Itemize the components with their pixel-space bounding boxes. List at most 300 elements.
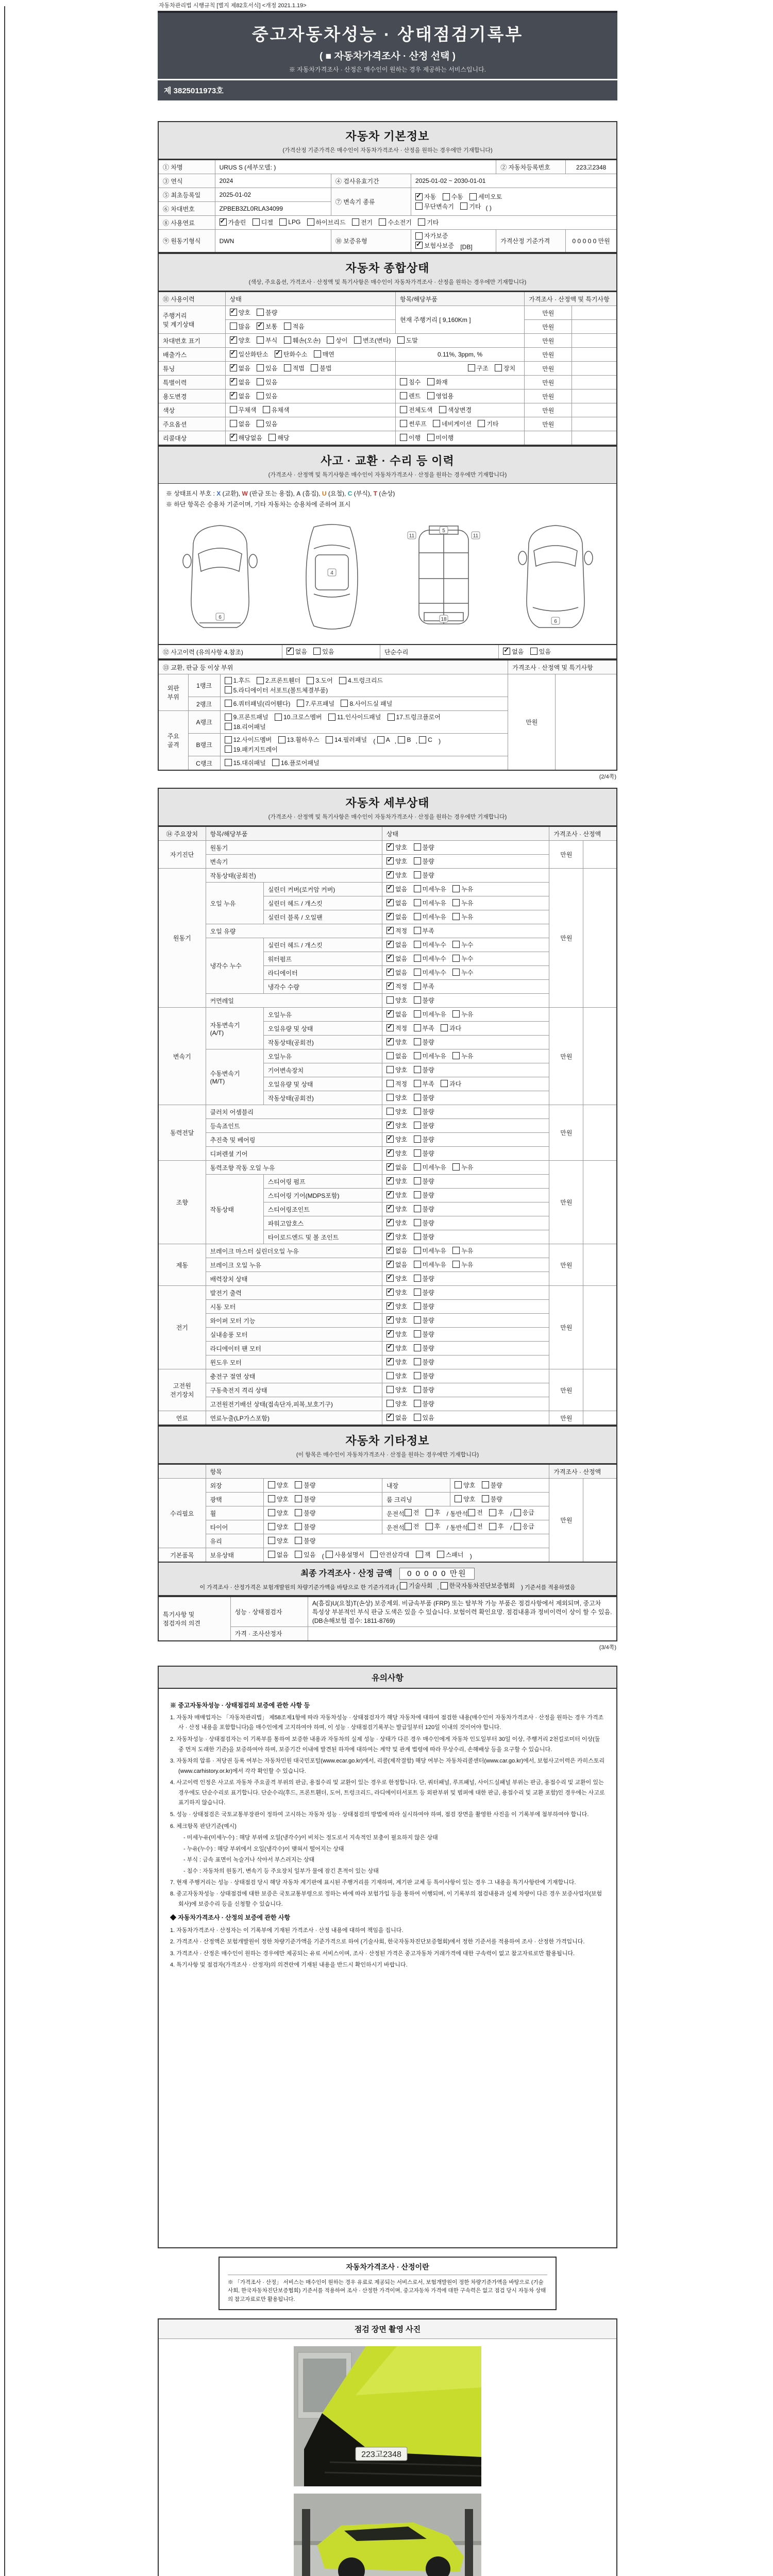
- checkbox-양호[interactable]: [386, 1205, 407, 1213]
- checkbox-box[interactable]: [418, 218, 425, 226]
- checkbox-불량[interactable]: [414, 1330, 434, 1338]
- checkbox-box[interactable]: [414, 1191, 421, 1198]
- checkbox-box[interactable]: [400, 406, 407, 413]
- checkbox-불량[interactable]: [414, 1038, 434, 1046]
- checkbox-box[interactable]: [397, 336, 405, 344]
- checkbox-box[interactable]: [414, 1010, 421, 1018]
- checkbox-불량[interactable]: [414, 1065, 434, 1074]
- checkbox-box[interactable]: [400, 420, 407, 427]
- checkbox-box[interactable]: [311, 364, 318, 371]
- checkbox-box[interactable]: [268, 1551, 275, 1558]
- checkbox-미세누유[interactable]: [414, 912, 446, 921]
- checkbox-세미오토[interactable]: [469, 192, 502, 201]
- checkbox-불량[interactable]: [414, 1205, 434, 1213]
- checkbox-양호[interactable]: [386, 1191, 407, 1199]
- checkbox-불량[interactable]: [414, 1232, 434, 1241]
- checkbox-box[interactable]: [295, 1523, 302, 1530]
- checkbox-탄화수소[interactable]: [275, 350, 307, 359]
- checkbox-양호[interactable]: [386, 1330, 407, 1338]
- checkbox-box[interactable]: [287, 648, 294, 655]
- checkbox-불량[interactable]: [414, 1344, 434, 1352]
- checkbox-box[interactable]: [514, 1523, 521, 1530]
- checkbox-box[interactable]: [414, 1122, 421, 1129]
- checkbox-box[interactable]: [414, 871, 421, 878]
- checkbox-침수[interactable]: [400, 378, 421, 386]
- checkbox-box[interactable]: [278, 736, 285, 743]
- checkbox-box[interactable]: [414, 1177, 421, 1184]
- checkbox-box[interactable]: [268, 434, 276, 441]
- checkbox-불량[interactable]: [414, 1358, 434, 1366]
- checkbox-box[interactable]: [452, 1247, 460, 1254]
- checkbox-응급[interactable]: [514, 1522, 534, 1531]
- checkbox-box[interactable]: [400, 392, 407, 399]
- checkbox-누유[interactable]: [452, 1246, 473, 1255]
- checkbox-양호[interactable]: [455, 1495, 475, 1503]
- checkbox-6.쿼터패널(리어휀다)[interactable]: [225, 699, 291, 708]
- checkbox-적음[interactable]: [284, 322, 305, 331]
- checkbox-미세누수[interactable]: [414, 968, 446, 977]
- checkbox-box[interactable]: [386, 913, 394, 920]
- checkbox-box[interactable]: [386, 1344, 394, 1351]
- checkbox-A[interactable]: [377, 736, 390, 743]
- checkbox-box[interactable]: [295, 1495, 302, 1502]
- checkbox-유채색[interactable]: [263, 405, 290, 414]
- checkbox-box[interactable]: [257, 378, 264, 385]
- checkbox-box[interactable]: [503, 648, 510, 655]
- checkbox-box[interactable]: [452, 955, 460, 962]
- checkbox-15.대쉬패널[interactable]: [225, 758, 266, 767]
- checkbox-후[interactable]: [426, 1508, 441, 1517]
- checkbox-없음[interactable]: [386, 1052, 407, 1060]
- checkbox-1.후드[interactable]: [225, 676, 250, 685]
- checkbox-적정[interactable]: [386, 1024, 407, 1032]
- checkbox-19.패키지트레이[interactable]: [225, 745, 278, 754]
- checkbox-box[interactable]: [452, 941, 460, 948]
- checkbox-응급[interactable]: [514, 1508, 534, 1517]
- checkbox-양호[interactable]: [268, 1495, 289, 1503]
- checkbox-미세누유[interactable]: [414, 1010, 446, 1019]
- checkbox-box[interactable]: [279, 218, 287, 226]
- checkbox-14.필러패널[interactable]: [326, 735, 367, 744]
- checkbox-box[interactable]: [386, 1163, 394, 1171]
- checkbox-box[interactable]: [441, 1080, 448, 1087]
- checkbox-box[interactable]: [414, 1066, 421, 1073]
- checkbox-불량[interactable]: [414, 1218, 434, 1227]
- checkbox-box[interactable]: [377, 736, 384, 743]
- checkbox-기타[interactable]: [460, 202, 481, 211]
- checkbox-box[interactable]: [414, 1052, 421, 1059]
- checkbox-box[interactable]: [307, 218, 314, 226]
- checkbox-미세누유[interactable]: [414, 885, 446, 893]
- checkbox-기타[interactable]: [478, 419, 498, 428]
- checkbox-없음[interactable]: [386, 1010, 407, 1019]
- checkbox-누유[interactable]: [452, 912, 473, 921]
- checkbox-미세누수[interactable]: [414, 954, 446, 963]
- checkbox-box[interactable]: [468, 1523, 475, 1530]
- checkbox-box[interactable]: [530, 648, 537, 655]
- checkbox-box[interactable]: [263, 406, 270, 413]
- checkbox-box[interactable]: [386, 1094, 394, 1101]
- checkbox-box[interactable]: [414, 1108, 421, 1115]
- checkbox-양호[interactable]: [268, 1536, 289, 1545]
- checkbox-없음[interactable]: [386, 899, 407, 907]
- checkbox-일산화탄소[interactable]: [230, 350, 268, 359]
- checkbox-box[interactable]: [386, 1372, 394, 1379]
- checkbox-box[interactable]: [441, 1582, 448, 1589]
- checkbox-전기[interactable]: [352, 218, 373, 227]
- checkbox-box[interactable]: [414, 1136, 421, 1143]
- checkbox-디젤[interactable]: [253, 218, 273, 227]
- checkbox-box[interactable]: [295, 1537, 302, 1544]
- checkbox-4.트렁크리드[interactable]: [339, 676, 383, 685]
- checkbox-box[interactable]: [433, 420, 440, 427]
- checkbox-양호[interactable]: [386, 996, 407, 1005]
- checkbox-box[interactable]: [386, 1066, 394, 1073]
- checkbox-box[interactable]: [230, 378, 237, 385]
- checkbox-5.라디에이터 서포트(볼트체결부품)[interactable]: [225, 686, 328, 694]
- checkbox-한국자동차진단보증협회[interactable]: [441, 1581, 515, 1590]
- checkbox-box[interactable]: [452, 913, 460, 920]
- checkbox-box[interactable]: [257, 309, 264, 316]
- checkbox-많음[interactable]: [230, 322, 250, 331]
- checkbox-색상변경[interactable]: [439, 405, 472, 414]
- checkbox-누유[interactable]: [452, 1010, 473, 1019]
- checkbox-box[interactable]: [414, 1094, 421, 1101]
- checkbox-box[interactable]: [400, 434, 407, 441]
- checkbox-box[interactable]: [400, 1582, 407, 1589]
- checkbox-box[interactable]: [327, 336, 334, 344]
- checkbox-없음[interactable]: [230, 378, 250, 386]
- checkbox-box[interactable]: [388, 714, 395, 721]
- checkbox-8.사이드실 패널[interactable]: [341, 699, 392, 708]
- checkbox-적정[interactable]: [386, 926, 407, 935]
- checkbox-썬루프[interactable]: [400, 419, 427, 428]
- checkbox-없음[interactable]: [230, 392, 250, 400]
- checkbox-box[interactable]: [443, 193, 450, 200]
- checkbox-자동[interactable]: [415, 192, 436, 201]
- checkbox-전[interactable]: [468, 1508, 483, 1517]
- checkbox-box[interactable]: [386, 1191, 394, 1198]
- checkbox-box[interactable]: [313, 648, 321, 655]
- checkbox-box[interactable]: [386, 955, 394, 962]
- checkbox-box[interactable]: [414, 1038, 421, 1045]
- checkbox-10.크로스멤버[interactable]: [275, 713, 322, 721]
- checkbox-box[interactable]: [257, 677, 264, 684]
- checkbox-불량[interactable]: [414, 1288, 434, 1297]
- checkbox-누유[interactable]: [452, 899, 473, 907]
- checkbox-양호[interactable]: [386, 1093, 407, 1102]
- checkbox-양호[interactable]: [386, 857, 407, 866]
- checkbox-불량[interactable]: [414, 1135, 434, 1144]
- checkbox-양호[interactable]: [386, 1038, 407, 1046]
- checkbox-양호[interactable]: [268, 1509, 289, 1517]
- checkbox-불량[interactable]: [414, 1274, 434, 1283]
- checkbox-해당[interactable]: [268, 433, 289, 442]
- checkbox-box[interactable]: [468, 364, 475, 371]
- checkbox-box[interactable]: [314, 350, 321, 358]
- checkbox-자가보증[interactable]: [415, 231, 448, 240]
- checkbox-box[interactable]: [426, 1523, 433, 1530]
- checkbox-후[interactable]: [489, 1508, 504, 1517]
- checkbox-box[interactable]: [469, 193, 477, 200]
- checkbox-box[interactable]: [495, 364, 502, 371]
- checkbox-box[interactable]: [414, 1400, 421, 1407]
- checkbox-box[interactable]: [386, 982, 394, 990]
- checkbox-box[interactable]: [386, 1414, 394, 1421]
- checkbox-미이행[interactable]: [427, 433, 454, 442]
- checkbox-box[interactable]: [257, 364, 264, 371]
- checkbox-box[interactable]: [257, 420, 264, 427]
- checkbox-box[interactable]: [386, 1080, 394, 1087]
- checkbox-box[interactable]: [225, 700, 232, 707]
- checkbox-box[interactable]: [230, 336, 237, 344]
- checkbox-box[interactable]: [398, 736, 405, 743]
- checkbox-box[interactable]: [268, 1495, 275, 1502]
- checkbox-box[interactable]: [386, 857, 394, 865]
- checkbox-box[interactable]: [441, 1024, 448, 1031]
- checkbox-box[interactable]: [386, 1275, 394, 1282]
- checkbox-안전삼각대[interactable]: [371, 1550, 409, 1559]
- checkbox-부족[interactable]: [414, 1024, 434, 1032]
- checkbox-적정[interactable]: [386, 1079, 407, 1088]
- checkbox-box[interactable]: [386, 1108, 394, 1115]
- checkbox-불량[interactable]: [295, 1536, 315, 1545]
- checkbox-box[interactable]: [275, 714, 282, 721]
- checkbox-box[interactable]: [386, 969, 394, 976]
- checkbox-불량[interactable]: [414, 1093, 434, 1102]
- checkbox-불량[interactable]: [414, 1107, 434, 1116]
- checkbox-box[interactable]: [452, 1010, 460, 1018]
- checkbox-box[interactable]: [405, 1523, 412, 1530]
- checkbox-box[interactable]: [297, 700, 304, 707]
- checkbox-누유[interactable]: [452, 1052, 473, 1060]
- checkbox-box[interactable]: [386, 1330, 394, 1337]
- checkbox-box[interactable]: [295, 1481, 302, 1488]
- checkbox-있음[interactable]: [313, 647, 334, 656]
- checkbox-box[interactable]: [452, 899, 460, 906]
- checkbox-불량[interactable]: [414, 1177, 434, 1185]
- checkbox-box[interactable]: [414, 1330, 421, 1337]
- checkbox-box[interactable]: [386, 1177, 394, 1184]
- checkbox-11.인사이드패널[interactable]: [328, 713, 381, 721]
- checkbox-네비게이션[interactable]: [433, 419, 472, 428]
- checkbox-box[interactable]: [468, 1509, 475, 1516]
- checkbox-box[interactable]: [452, 969, 460, 976]
- checkbox-부족[interactable]: [414, 982, 434, 991]
- checkbox-양호[interactable]: [386, 843, 407, 852]
- checkbox-양호[interactable]: [268, 1522, 289, 1531]
- checkbox-box[interactable]: [452, 885, 460, 892]
- checkbox-box[interactable]: [439, 406, 446, 413]
- checkbox-기타[interactable]: [418, 218, 439, 227]
- checkbox-box[interactable]: [414, 941, 421, 948]
- checkbox-box[interactable]: [452, 1261, 460, 1268]
- checkbox-box[interactable]: [386, 1205, 394, 1212]
- checkbox-box[interactable]: [414, 1024, 421, 1031]
- checkbox-미세누수[interactable]: [414, 940, 446, 949]
- checkbox-과다[interactable]: [441, 1079, 461, 1088]
- checkbox-있음[interactable]: [414, 1413, 434, 1422]
- checkbox-box[interactable]: [326, 1551, 333, 1558]
- checkbox-box[interactable]: [230, 364, 237, 371]
- checkbox-box[interactable]: [386, 843, 394, 851]
- checkbox-box[interactable]: [414, 1344, 421, 1351]
- checkbox-구조[interactable]: [468, 364, 489, 372]
- checkbox-변조(변타)[interactable]: [354, 336, 391, 345]
- checkbox-box[interactable]: [386, 871, 394, 878]
- checkbox-box[interactable]: [414, 969, 421, 976]
- checkbox-부족[interactable]: [414, 1079, 434, 1088]
- checkbox-상이[interactable]: [327, 336, 347, 345]
- checkbox-9.프론트패널[interactable]: [225, 713, 268, 721]
- checkbox-box[interactable]: [414, 1163, 421, 1171]
- checkbox-누유[interactable]: [452, 885, 473, 893]
- checkbox-불량[interactable]: [482, 1495, 502, 1503]
- checkbox-13.휠하우스[interactable]: [278, 735, 320, 744]
- checkbox-box[interactable]: [482, 1495, 489, 1502]
- checkbox-box[interactable]: [400, 378, 407, 385]
- checkbox-box[interactable]: [414, 1289, 421, 1296]
- checkbox-전[interactable]: [405, 1522, 419, 1531]
- checkbox-불량[interactable]: [414, 871, 434, 879]
- checkbox-양호[interactable]: [386, 1399, 407, 1408]
- checkbox-7.루프패널[interactable]: [297, 699, 334, 708]
- checkbox-box[interactable]: [414, 1247, 421, 1254]
- checkbox-16.플로어패널[interactable]: [272, 758, 320, 767]
- checkbox-이행[interactable]: [400, 433, 421, 442]
- checkbox-없음[interactable]: [230, 419, 250, 428]
- checkbox-box[interactable]: [414, 982, 421, 990]
- checkbox-box[interactable]: [478, 420, 485, 427]
- checkbox-box[interactable]: [414, 913, 421, 920]
- checkbox-수동[interactable]: [443, 192, 463, 201]
- checkbox-불량[interactable]: [414, 1316, 434, 1325]
- checkbox-양호[interactable]: [386, 1135, 407, 1144]
- checkbox-18.리어패널[interactable]: [225, 722, 266, 731]
- checkbox-box[interactable]: [225, 736, 232, 743]
- checkbox-box[interactable]: [339, 677, 346, 684]
- checkbox-box[interactable]: [225, 723, 232, 730]
- checkbox-box[interactable]: [268, 1509, 275, 1516]
- checkbox-매연[interactable]: [314, 350, 334, 359]
- checkbox-box[interactable]: [414, 1372, 421, 1379]
- checkbox-있음[interactable]: [257, 378, 277, 386]
- checkbox-box[interactable]: [455, 1495, 462, 1502]
- checkbox-box[interactable]: [482, 1481, 489, 1488]
- checkbox-box[interactable]: [386, 1010, 394, 1018]
- checkbox-불량[interactable]: [414, 857, 434, 866]
- checkbox-전체도색[interactable]: [400, 405, 432, 414]
- checkbox-box[interactable]: [284, 323, 291, 330]
- checkbox-보험사보증[interactable]: [415, 241, 454, 250]
- checkbox-17.트렁크플로어[interactable]: [388, 713, 441, 721]
- checkbox-box[interactable]: [460, 202, 467, 210]
- checkbox-box[interactable]: [379, 218, 386, 226]
- checkbox-잭[interactable]: [416, 1550, 431, 1559]
- checkbox-렌트[interactable]: [400, 392, 421, 400]
- checkbox-없음[interactable]: [386, 1260, 407, 1269]
- checkbox-화재[interactable]: [427, 378, 448, 386]
- checkbox-box[interactable]: [225, 714, 232, 721]
- checkbox-box[interactable]: [386, 1052, 394, 1059]
- checkbox-보통[interactable]: [257, 322, 277, 331]
- checkbox-box[interactable]: [489, 1523, 496, 1530]
- checkbox-없음[interactable]: [386, 885, 407, 893]
- checkbox-box[interactable]: [326, 736, 333, 743]
- checkbox-없음[interactable]: [386, 968, 407, 977]
- checkbox-없음[interactable]: [503, 647, 524, 656]
- checkbox-있음[interactable]: [257, 419, 277, 428]
- checkbox-box[interactable]: [426, 1509, 433, 1516]
- checkbox-box[interactable]: [225, 745, 232, 753]
- checkbox-box[interactable]: [230, 350, 237, 358]
- checkbox-box[interactable]: [253, 218, 260, 226]
- checkbox-과다[interactable]: [441, 1024, 461, 1032]
- checkbox-box[interactable]: [386, 1261, 394, 1268]
- checkbox-box[interactable]: [257, 323, 264, 330]
- checkbox-양호[interactable]: [230, 308, 250, 317]
- checkbox-box[interactable]: [414, 1275, 421, 1282]
- checkbox-12.사이드멤버[interactable]: [225, 735, 272, 744]
- checkbox-box[interactable]: [230, 420, 237, 427]
- checkbox-box[interactable]: [268, 1537, 275, 1544]
- checkbox-양호[interactable]: [386, 1358, 407, 1366]
- checkbox-C[interactable]: [419, 736, 432, 743]
- checkbox-불량[interactable]: [414, 1149, 434, 1158]
- checkbox-box[interactable]: [427, 378, 434, 385]
- checkbox-box[interactable]: [386, 885, 394, 892]
- checkbox-해당없음[interactable]: [230, 433, 262, 442]
- checkbox-box[interactable]: [275, 350, 282, 358]
- checkbox-box[interactable]: [414, 1414, 421, 1421]
- checkbox-box[interactable]: [225, 686, 232, 693]
- checkbox-box[interactable]: [414, 843, 421, 851]
- checkbox-box[interactable]: [386, 941, 394, 948]
- checkbox-양호[interactable]: [386, 1177, 407, 1185]
- checkbox-box[interactable]: [414, 1386, 421, 1393]
- checkbox-미세누유[interactable]: [414, 1163, 446, 1172]
- checkbox-box[interactable]: [295, 1551, 302, 1558]
- checkbox-box[interactable]: [414, 996, 421, 1004]
- checkbox-box[interactable]: [415, 232, 423, 240]
- checkbox-양호[interactable]: [386, 1218, 407, 1227]
- checkbox-B[interactable]: [398, 736, 411, 743]
- checkbox-box[interactable]: [230, 434, 237, 441]
- checkbox-3.도어[interactable]: [307, 676, 332, 685]
- checkbox-불량[interactable]: [295, 1481, 315, 1489]
- checkbox-불량[interactable]: [414, 843, 434, 852]
- checkbox-양호[interactable]: [386, 1316, 407, 1325]
- checkbox-box[interactable]: [328, 714, 335, 721]
- checkbox-box[interactable]: [386, 1400, 394, 1407]
- checkbox-누수[interactable]: [452, 968, 473, 977]
- checkbox-box[interactable]: [386, 1289, 394, 1296]
- checkbox-box[interactable]: [414, 955, 421, 962]
- checkbox-불량[interactable]: [414, 1371, 434, 1380]
- checkbox-부족[interactable]: [414, 926, 434, 935]
- checkbox-있음[interactable]: [295, 1550, 315, 1559]
- checkbox-box[interactable]: [414, 1219, 421, 1226]
- checkbox-box[interactable]: [386, 1233, 394, 1240]
- checkbox-box[interactable]: [230, 406, 237, 413]
- checkbox-없음[interactable]: [386, 1246, 407, 1255]
- checkbox-box[interactable]: [414, 857, 421, 865]
- checkbox-양호[interactable]: [386, 1232, 407, 1241]
- checkbox-box[interactable]: [415, 193, 423, 200]
- checkbox-스패너[interactable]: [437, 1550, 464, 1559]
- checkbox-box[interactable]: [230, 323, 237, 330]
- checkbox-box[interactable]: [307, 677, 314, 684]
